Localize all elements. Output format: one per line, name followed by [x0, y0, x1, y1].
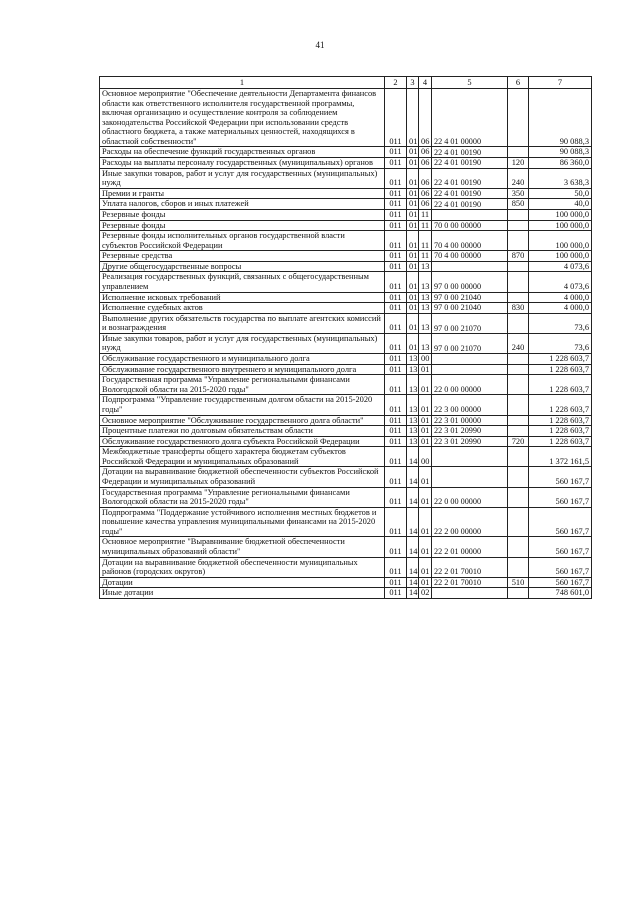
row-name: Резервные средства [100, 251, 385, 262]
table-body [100, 89, 592, 599]
row-target-article: 22 0 00 00000 [432, 487, 508, 507]
table-row [100, 557, 592, 577]
row-subsection: 06 [419, 168, 432, 188]
row-section: 01 [407, 89, 419, 147]
row-target-article: 22 2 00 00000 [432, 507, 508, 537]
row-ministry-code: 011 [385, 557, 407, 577]
row-amount: 1 228 603,7 [529, 364, 592, 375]
row-subsection: 11 [419, 231, 432, 251]
row-section: 01 [407, 158, 419, 169]
table-row [100, 354, 592, 365]
row-name: Межбюджетные трансферты общего характера бюджетам субъектов Российской Федерации и муниципальных образований [100, 447, 385, 467]
row-expense-type [508, 537, 529, 557]
row-subsection: 06 [419, 188, 432, 199]
row-amount: 560 167,7 [529, 577, 592, 588]
row-expense-type [508, 261, 529, 272]
budget-table [99, 76, 592, 599]
row-section: 14 [407, 487, 419, 507]
row-section: 01 [407, 188, 419, 199]
row-name: Расходы на обеспечение функций государственных органов [100, 147, 385, 158]
row-ministry-code: 011 [385, 89, 407, 147]
row-section: 01 [407, 199, 419, 210]
row-name: Подпрограмма "Управление государственным долгом области на 2015-2020 годы" [100, 395, 385, 415]
row-expense-type [508, 231, 529, 251]
row-section: 13 [407, 436, 419, 447]
row-section: 01 [407, 168, 419, 188]
row-section: 13 [407, 354, 419, 365]
row-amount: 86 360,0 [529, 158, 592, 169]
table-row [100, 251, 592, 262]
row-subsection: 13 [419, 313, 432, 333]
row-target-article: 22 4 01 00190 [432, 147, 508, 158]
row-target-article: 22 4 01 00190 [432, 188, 508, 199]
table-row [100, 89, 592, 147]
row-target-article: 22 4 01 00190 [432, 168, 508, 188]
row-section: 13 [407, 426, 419, 437]
row-name: Расходы на выплаты персоналу государственных (муниципальных) органов [100, 158, 385, 169]
column-header-5: 5 [432, 77, 508, 89]
row-amount: 1 228 603,7 [529, 426, 592, 437]
row-expense-type [508, 415, 529, 426]
row-subsection: 01 [419, 537, 432, 557]
row-name: Премии и гранты [100, 188, 385, 199]
row-ministry-code: 011 [385, 487, 407, 507]
table-header-row [100, 77, 592, 89]
row-subsection: 01 [419, 467, 432, 487]
row-subsection: 01 [419, 415, 432, 426]
row-expense-type [508, 467, 529, 487]
row-subsection: 01 [419, 557, 432, 577]
row-expense-type [508, 487, 529, 507]
row-section: 14 [407, 557, 419, 577]
table-row [100, 395, 592, 415]
table-row [100, 168, 592, 188]
row-subsection: 13 [419, 272, 432, 292]
table-row [100, 588, 592, 599]
row-section: 13 [407, 415, 419, 426]
row-ministry-code: 011 [385, 199, 407, 210]
row-subsection: 11 [419, 209, 432, 220]
table-row [100, 447, 592, 467]
row-target-article: 22 2 01 70010 [432, 577, 508, 588]
row-expense-type: 870 [508, 251, 529, 262]
row-expense-type [508, 209, 529, 220]
row-name: Государственная программа "Управление региональными финансами Вологодской области на 2015-2020 годы" [100, 375, 385, 395]
table-row [100, 188, 592, 199]
row-ministry-code: 011 [385, 395, 407, 415]
row-name: Обслуживание государственного долга субъекта Российской Федерации [100, 436, 385, 447]
row-subsection: 06 [419, 158, 432, 169]
row-expense-type: 240 [508, 333, 529, 353]
row-name: Иные дотации [100, 588, 385, 599]
row-amount: 4 000,0 [529, 303, 592, 314]
row-target-article: 22 4 01 00190 [432, 199, 508, 210]
row-section: 01 [407, 333, 419, 353]
row-ministry-code: 011 [385, 426, 407, 437]
row-amount: 4 073,6 [529, 261, 592, 272]
row-expense-type: 120 [508, 158, 529, 169]
row-target-article: 22 0 00 00000 [432, 375, 508, 395]
row-amount: 1 228 603,7 [529, 415, 592, 426]
row-section: 01 [407, 261, 419, 272]
row-subsection: 06 [419, 199, 432, 210]
row-name: Реализация государственных функций, связанных с общегосударственным управлением [100, 272, 385, 292]
row-target-article: 22 2 01 70010 [432, 557, 508, 577]
row-target-article: 97 0 00 21070 [432, 313, 508, 333]
row-amount: 560 167,7 [529, 537, 592, 557]
row-target-article: 97 0 00 00000 [432, 272, 508, 292]
row-target-article [432, 467, 508, 487]
row-ministry-code: 011 [385, 220, 407, 231]
row-name: Дотации [100, 577, 385, 588]
table-row [100, 577, 592, 588]
table-row [100, 415, 592, 426]
row-subsection: 00 [419, 354, 432, 365]
row-expense-type: 850 [508, 199, 529, 210]
row-amount: 560 167,7 [529, 557, 592, 577]
row-expense-type [508, 557, 529, 577]
column-header-4: 4 [419, 77, 432, 89]
table-row [100, 507, 592, 537]
row-section: 01 [407, 292, 419, 303]
row-amount: 100 000,0 [529, 209, 592, 220]
table-row [100, 272, 592, 292]
row-ministry-code: 011 [385, 188, 407, 199]
row-name: Обслуживание государственного и муниципального долга [100, 354, 385, 365]
row-subsection: 13 [419, 303, 432, 314]
row-target-article: 22 3 01 20990 [432, 436, 508, 447]
row-section: 14 [407, 537, 419, 557]
row-amount: 560 167,7 [529, 467, 592, 487]
table-row [100, 333, 592, 353]
row-expense-type [508, 313, 529, 333]
table-row [100, 220, 592, 231]
row-amount: 73,6 [529, 333, 592, 353]
row-target-article [432, 209, 508, 220]
row-ministry-code: 011 [385, 147, 407, 158]
row-target-article: 22 3 01 20990 [432, 426, 508, 437]
row-target-article: 97 0 00 21070 [432, 333, 508, 353]
row-amount: 748 601,0 [529, 588, 592, 599]
row-amount: 4 073,6 [529, 272, 592, 292]
table-row [100, 303, 592, 314]
row-section: 01 [407, 220, 419, 231]
table-row [100, 375, 592, 395]
page-number: 41 [315, 40, 325, 50]
row-name: Иные закупки товаров, работ и услуг для государственных (муниципальных) нужд [100, 333, 385, 353]
row-amount: 1 228 603,7 [529, 436, 592, 447]
row-ministry-code: 011 [385, 292, 407, 303]
row-target-article [432, 261, 508, 272]
row-target-article [432, 447, 508, 467]
table-row [100, 426, 592, 437]
row-name: Дотации на выравнивание бюджетной обеспеченности муниципальных районов (городских округов) [100, 557, 385, 577]
row-target-article: 22 2 01 00000 [432, 537, 508, 557]
row-expense-type [508, 354, 529, 365]
row-amount: 100 000,0 [529, 231, 592, 251]
row-subsection: 01 [419, 426, 432, 437]
row-section: 13 [407, 364, 419, 375]
row-expense-type: 830 [508, 303, 529, 314]
row-target-article: 22 3 01 00000 [432, 415, 508, 426]
row-ministry-code: 011 [385, 467, 407, 487]
row-subsection: 13 [419, 333, 432, 353]
row-section: 01 [407, 231, 419, 251]
row-amount: 90 088,3 [529, 147, 592, 158]
row-expense-type [508, 220, 529, 231]
row-ministry-code: 011 [385, 436, 407, 447]
row-target-article: 97 0 00 21040 [432, 292, 508, 303]
row-subsection: 02 [419, 588, 432, 599]
row-section: 01 [407, 209, 419, 220]
row-ministry-code: 011 [385, 158, 407, 169]
row-name: Выполнение других обязательств государства по выплате агентских комиссий и вознаграждения [100, 313, 385, 333]
row-target-article: 22 4 01 00000 [432, 89, 508, 147]
row-subsection: 11 [419, 220, 432, 231]
row-name: Подпрограмма "Поддержание устойчивого исполнения местных бюджетов и повышение качества управления муниципальными финансами на 2015-2020 годы" [100, 507, 385, 537]
row-subsection: 01 [419, 375, 432, 395]
row-subsection: 13 [419, 292, 432, 303]
row-name: Основное мероприятие "Обеспечение деятельности Департамента финансов области как ответственного исполнителя государственной программы, включая организацию и осуществление контроля за соблюдением законодательства Российской Федерации при использовании средств областного бюджета, а также материальных ценностей, находящихся в областной собственности" [100, 89, 385, 147]
row-amount: 100 000,0 [529, 251, 592, 262]
row-name: Государственная программа "Управление региональными финансами Вологодской области на 2015-2020 годы" [100, 487, 385, 507]
row-ministry-code: 011 [385, 537, 407, 557]
row-expense-type [508, 89, 529, 147]
row-subsection: 01 [419, 507, 432, 537]
row-subsection: 13 [419, 261, 432, 272]
row-amount: 3 638,3 [529, 168, 592, 188]
row-expense-type [508, 395, 529, 415]
row-ministry-code: 011 [385, 354, 407, 365]
row-target-article [432, 588, 508, 599]
row-ministry-code: 011 [385, 303, 407, 314]
row-subsection: 01 [419, 364, 432, 375]
table-row [100, 313, 592, 333]
row-expense-type: 720 [508, 436, 529, 447]
row-expense-type [508, 447, 529, 467]
row-section: 01 [407, 272, 419, 292]
row-name: Обслуживание государственного внутреннего и муниципального долга [100, 364, 385, 375]
row-ministry-code: 011 [385, 251, 407, 262]
row-amount: 100 000,0 [529, 220, 592, 231]
row-name: Резервные фонды [100, 209, 385, 220]
row-target-article: 97 0 00 21040 [432, 303, 508, 314]
row-target-article: 70 4 00 00000 [432, 251, 508, 262]
row-expense-type [508, 364, 529, 375]
row-expense-type [508, 426, 529, 437]
row-subsection: 06 [419, 147, 432, 158]
table-row [100, 158, 592, 169]
table-row [100, 436, 592, 447]
row-section: 14 [407, 588, 419, 599]
row-subsection: 01 [419, 487, 432, 507]
row-ministry-code: 011 [385, 588, 407, 599]
row-name: Другие общегосударственные вопросы [100, 261, 385, 272]
table-row [100, 467, 592, 487]
row-name: Основное мероприятие "Обслуживание государственного долга области" [100, 415, 385, 426]
table-row [100, 261, 592, 272]
row-target-article: 22 3 00 00000 [432, 395, 508, 415]
row-subsection: 11 [419, 251, 432, 262]
row-section: 14 [407, 507, 419, 537]
row-amount: 560 167,7 [529, 487, 592, 507]
row-expense-type [508, 147, 529, 158]
row-name: Уплата налогов, сборов и иных платежей [100, 199, 385, 210]
row-amount: 40,0 [529, 199, 592, 210]
row-name: Дотации на выравнивание бюджетной обеспеченности субъектов Российской Федерации и муниципальных образований [100, 467, 385, 487]
row-name: Основное мероприятие "Выравнивание бюджетной обеспеченности муниципальных образований области" [100, 537, 385, 557]
table-row [100, 231, 592, 251]
column-header-1: 1 [100, 77, 385, 89]
row-section: 13 [407, 375, 419, 395]
row-section: 14 [407, 447, 419, 467]
row-subsection: 00 [419, 447, 432, 467]
row-section: 01 [407, 303, 419, 314]
row-subsection: 01 [419, 436, 432, 447]
row-section: 13 [407, 395, 419, 415]
row-section: 01 [407, 251, 419, 262]
table-row [100, 147, 592, 158]
column-header-7: 7 [529, 77, 592, 89]
column-header-3: 3 [407, 77, 419, 89]
column-header-2: 2 [385, 77, 407, 89]
row-expense-type [508, 375, 529, 395]
row-subsection: 01 [419, 577, 432, 588]
row-amount: 73,6 [529, 313, 592, 333]
row-ministry-code: 011 [385, 415, 407, 426]
table-row [100, 537, 592, 557]
row-amount: 1 228 603,7 [529, 354, 592, 365]
row-name: Исполнение судебных актов [100, 303, 385, 314]
row-amount: 560 167,7 [529, 507, 592, 537]
row-ministry-code: 011 [385, 333, 407, 353]
row-amount: 90 088,3 [529, 89, 592, 147]
table-row [100, 292, 592, 303]
row-target-article: 22 4 01 00190 [432, 158, 508, 169]
row-target-article: 70 0 00 00000 [432, 220, 508, 231]
row-amount: 1 372 161,5 [529, 447, 592, 467]
row-expense-type: 350 [508, 188, 529, 199]
row-expense-type [508, 507, 529, 537]
row-amount: 4 000,0 [529, 292, 592, 303]
row-expense-type [508, 292, 529, 303]
row-expense-type: 240 [508, 168, 529, 188]
column-header-6: 6 [508, 77, 529, 89]
row-ministry-code: 011 [385, 231, 407, 251]
row-ministry-code: 011 [385, 364, 407, 375]
row-section: 14 [407, 467, 419, 487]
table-row [100, 487, 592, 507]
row-ministry-code: 011 [385, 375, 407, 395]
table-row [100, 364, 592, 375]
row-name: Резервные фонды исполнительных органов государственной власти субъектов Российской Федерации [100, 231, 385, 251]
table-row [100, 199, 592, 210]
row-subsection: 01 [419, 395, 432, 415]
row-name: Резервные фонды [100, 220, 385, 231]
row-ministry-code: 011 [385, 507, 407, 537]
row-expense-type [508, 272, 529, 292]
row-target-article [432, 354, 508, 365]
row-ministry-code: 011 [385, 577, 407, 588]
row-ministry-code: 011 [385, 168, 407, 188]
row-name: Исполнение исковых требований [100, 292, 385, 303]
table-row [100, 209, 592, 220]
row-ministry-code: 011 [385, 313, 407, 333]
row-ministry-code: 011 [385, 261, 407, 272]
row-subsection: 06 [419, 89, 432, 147]
row-section: 01 [407, 147, 419, 158]
row-target-article [432, 364, 508, 375]
row-name: Иные закупки товаров, работ и услуг для государственных (муниципальных) нужд [100, 168, 385, 188]
row-amount: 1 228 603,7 [529, 395, 592, 415]
row-ministry-code: 011 [385, 272, 407, 292]
row-ministry-code: 011 [385, 209, 407, 220]
row-amount: 50,0 [529, 188, 592, 199]
row-section: 01 [407, 313, 419, 333]
row-target-article: 70 4 00 00000 [432, 231, 508, 251]
row-amount: 1 228 603,7 [529, 375, 592, 395]
row-expense-type [508, 588, 529, 599]
row-name: Процентные платежи по долговым обязательствам области [100, 426, 385, 437]
row-section: 14 [407, 577, 419, 588]
row-expense-type: 510 [508, 577, 529, 588]
row-ministry-code: 011 [385, 447, 407, 467]
